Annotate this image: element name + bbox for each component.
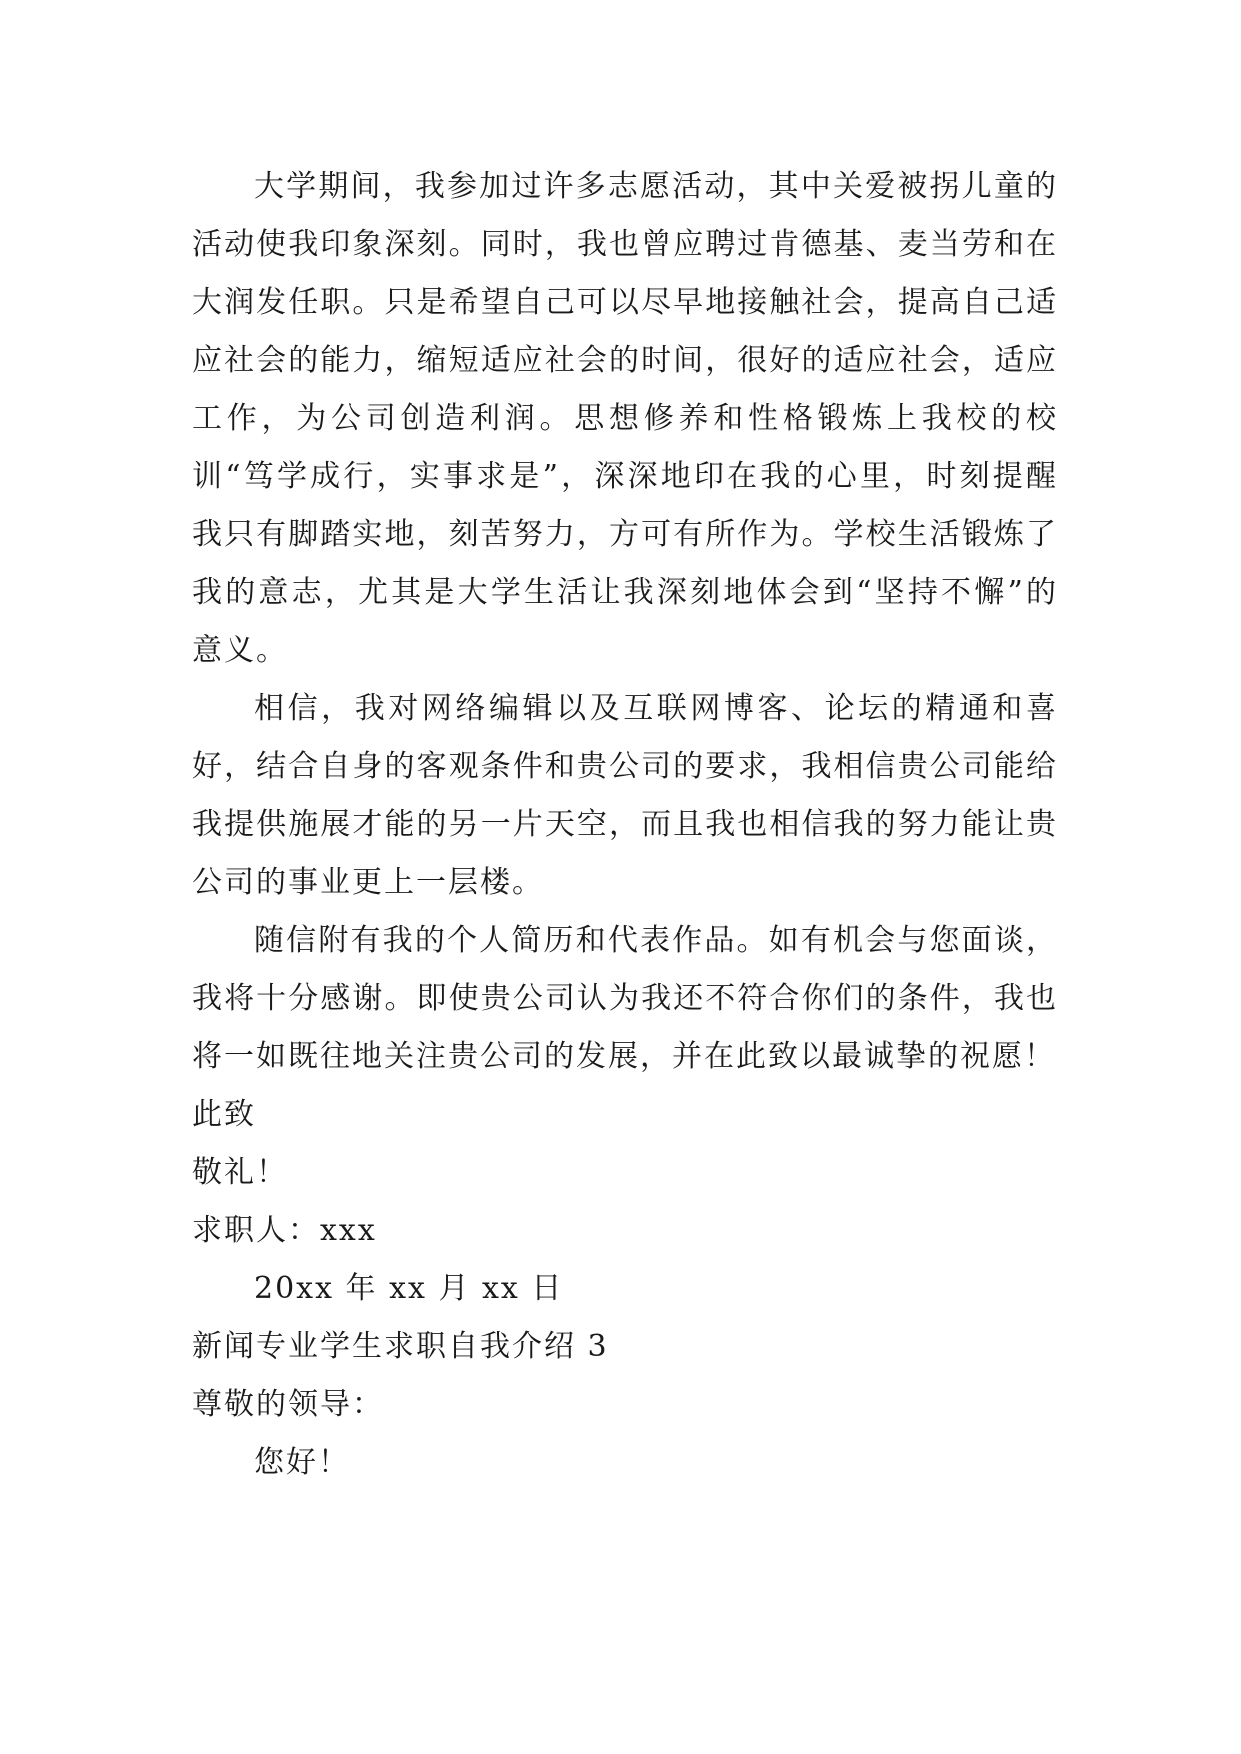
paragraph-attachment: 随信附有我的个人简历和代表作品。如有机会与您面谈，我将十分感谢。即使贵公司认为我还不符合你们的条件，我也将一如既往地关注贵公司的发展，并在此致以最诚挚的祝愿！ (192, 923, 1058, 1074)
closing-line-1: 此致 (192, 1097, 256, 1132)
closing-line-2: 敬礼！ (192, 1155, 288, 1190)
signature-line: 求职人：xxx (192, 1213, 377, 1248)
date-line: 20xx 年 xx 月 xx 日 (254, 1271, 564, 1306)
document-body (192, 158, 1058, 1492)
section-title: 新闻专业学生求职自我介绍 3 (192, 1329, 609, 1364)
salutation-line: 尊敬的领导： (192, 1387, 384, 1422)
paragraph-confidence: 相信，我对网络编辑以及互联网博客、论坛的精通和喜好，结合自身的客观条件和贵公司的要求，我相信贵公司能给我提供施展才能的另一片天空，而且我也相信我的努力能让贵公司的事业更上一层楼。 (192, 691, 1058, 900)
greeting-line: 您好！ (254, 1445, 350, 1480)
paragraph-experience: 大学期间，我参加过许多志愿活动，其中关爱被拐儿童的活动使我印象深刻。同时，我也曾应聘过肯德基、麦当劳和在大润发任职。只是希望自己可以尽早地接触社会，提高自己适应社会的能力，缩短适应社会的时间，很好的适应社会，适应工作，为公司创造利润。思想修养和性格锻炼上我校的校训“笃学成行，实事求是”，深深地印在我的心里，时刻提醒我只有脚踏实地，刻苦努力，方可有所作为。学校生活锻炼了我的意志，尤其是大学生活让我深刻地体会到“坚持不懈”的意义。 (192, 169, 1058, 668)
